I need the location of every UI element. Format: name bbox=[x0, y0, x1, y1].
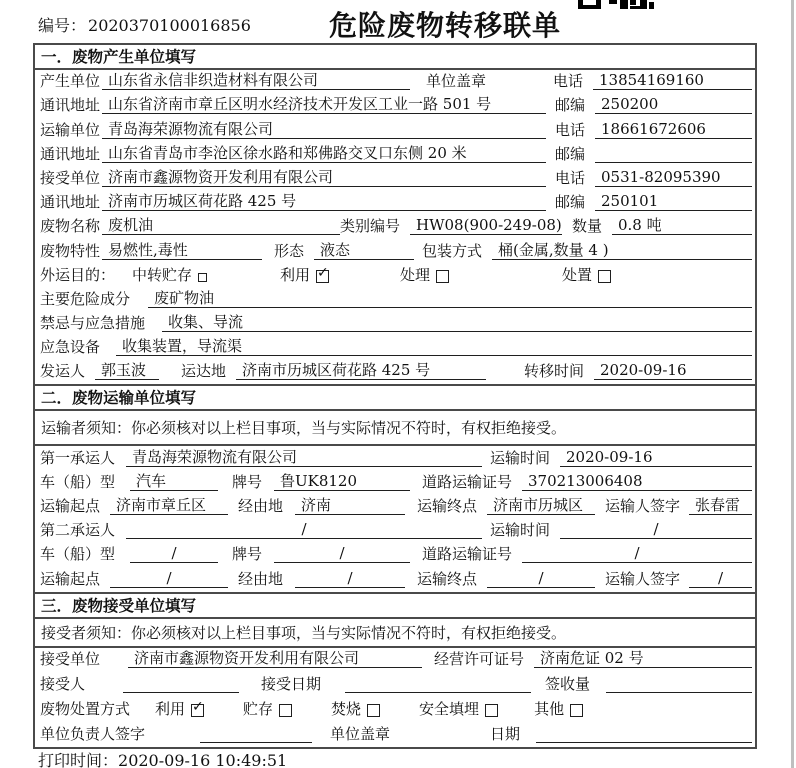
form-label: 通讯地址 bbox=[40, 193, 101, 212]
form-label: 接受人 bbox=[40, 675, 86, 694]
transfer-date-field: 2020-09-16 bbox=[594, 361, 752, 380]
transporter-signature-1-field: 张春雷 bbox=[689, 496, 752, 515]
form-label: 废物名称 bbox=[40, 217, 101, 236]
doc-number bbox=[38, 13, 251, 36]
waste-quantity-field: 0.8 吨 bbox=[612, 216, 752, 235]
form-row bbox=[35, 118, 755, 142]
form-row bbox=[35, 722, 755, 747]
form-row bbox=[35, 239, 755, 263]
form-label: 车（船）型 bbox=[40, 545, 116, 564]
contraindication-measures-field: 收集、导流 bbox=[162, 313, 752, 332]
form-label: 接受日期 bbox=[261, 675, 322, 694]
disposal-utilize-checkbox bbox=[155, 701, 204, 718]
form-row bbox=[35, 312, 755, 336]
form-label: 主要危险成分 bbox=[40, 289, 131, 308]
receiver-address-field: 济南市历城区荷花路 425 号 bbox=[102, 192, 546, 211]
emergency-equipment-field: 收集装置，导流渠 bbox=[116, 337, 752, 356]
waste-category-code-field: HW08(900-249-08) bbox=[410, 216, 562, 235]
business-license-no-field: 济南危证 02 号 bbox=[534, 649, 752, 668]
form-label: 邮编 bbox=[555, 193, 586, 212]
empty-box-icon bbox=[598, 270, 611, 283]
second-carrier-field: / bbox=[126, 520, 482, 539]
form-label: 运输人签字 bbox=[605, 569, 681, 588]
form-label: 日期 bbox=[490, 724, 521, 743]
form-label: 转移时间 bbox=[524, 362, 585, 381]
seal-date-field bbox=[536, 724, 752, 743]
form-label: 邮编 bbox=[555, 96, 586, 115]
form-label: 外运目的： bbox=[40, 265, 116, 284]
form-row bbox=[35, 519, 755, 543]
notice-text: 运输者须知：你必须核对以上栏目事项，当与实际情况不符时，有权拒绝接受。 bbox=[41, 419, 567, 438]
empty-box-icon bbox=[367, 704, 380, 717]
unit-seal-label-2: 单位盖章 bbox=[330, 724, 391, 743]
via-place-2-field: / bbox=[295, 569, 405, 588]
vehicle-type-2-field: / bbox=[130, 544, 218, 563]
form-label: 通讯地址 bbox=[40, 96, 101, 115]
transporter-postcode-field bbox=[595, 144, 752, 163]
form-row bbox=[35, 446, 755, 470]
disposal-landfill-checkbox bbox=[419, 701, 498, 718]
section-notice-transporter bbox=[35, 411, 755, 446]
form-label: 应急设备 bbox=[40, 338, 101, 357]
form-label: 道路运输证号 bbox=[422, 545, 513, 564]
responsible-person-signature-field bbox=[200, 724, 312, 743]
plate-number-2-field: / bbox=[274, 544, 410, 563]
transporter-signature-2-field: / bbox=[689, 569, 752, 588]
producer-address-field: 山东省济南市章丘区明水经济技术开发区工业一路 501 号 bbox=[102, 95, 546, 114]
print-time bbox=[38, 748, 287, 768]
purpose-transfer-storage-checkbox bbox=[132, 267, 207, 284]
form-label: 牌号 bbox=[232, 472, 263, 491]
form-label: 通讯地址 bbox=[40, 144, 101, 163]
transport-end-1-field: 济南市历城区 bbox=[487, 496, 595, 515]
form-row bbox=[35, 543, 755, 567]
waste-form-field: 液态 bbox=[314, 241, 414, 260]
section-producer bbox=[35, 45, 755, 384]
checked-box-icon bbox=[316, 270, 329, 283]
accepting-unit-field: 济南市鑫源物资开发利用有限公司 bbox=[128, 649, 422, 668]
main-hazard-component-field: 废矿物油 bbox=[148, 289, 752, 308]
disposal-utilize-label: 利用 bbox=[155, 699, 186, 718]
transport-date-2-field: / bbox=[560, 520, 752, 539]
form-label: 道路运输证号 bbox=[422, 472, 513, 491]
form-label: 包装方式 bbox=[422, 241, 483, 260]
transport-date-1-field: 2020-09-16 bbox=[560, 448, 752, 467]
form-label: 禁忌与应急措施 bbox=[40, 314, 146, 333]
form-row bbox=[35, 143, 755, 167]
form-row bbox=[35, 167, 755, 191]
producer-phone-field: 13854169160 bbox=[593, 71, 752, 90]
form-label: 废物处置方式 bbox=[40, 699, 131, 718]
form-row bbox=[35, 70, 755, 94]
transport-origin-1-field: 济南市章丘区 bbox=[110, 496, 228, 515]
plate-number-1-field: 鲁UK8120 bbox=[274, 472, 410, 491]
purpose-treat-checkbox bbox=[400, 267, 449, 284]
form-label: 牌号 bbox=[232, 545, 263, 564]
form-label: 运输单位 bbox=[40, 120, 101, 139]
packaging-method-field: 桶(金属,数量 4 ) bbox=[492, 241, 752, 260]
form-label: 运输终点 bbox=[417, 497, 478, 515]
form-label: 数量 bbox=[572, 217, 603, 236]
empty-box-icon bbox=[436, 270, 449, 283]
section-receiver bbox=[35, 592, 755, 747]
form-label: 接受单位 bbox=[40, 650, 101, 669]
form-row bbox=[35, 94, 755, 118]
acceptor-name-field bbox=[123, 674, 239, 693]
waste-name-field: 废机油 bbox=[102, 216, 340, 235]
empty-box-icon bbox=[485, 704, 498, 717]
purpose-transfer-storage-label: 中转贮存 bbox=[132, 265, 193, 284]
receiver-postcode-field: 250101 bbox=[595, 192, 752, 211]
form-label: 接受单位 bbox=[40, 168, 101, 187]
doc-number-value: 2020370100016856 bbox=[88, 16, 251, 35]
form-label: 经营许可证号 bbox=[434, 650, 525, 669]
form-label: 运输时间 bbox=[490, 521, 551, 540]
doc-number-label: 编号： bbox=[38, 16, 87, 35]
producer-postcode-field: 250200 bbox=[595, 95, 752, 114]
form-label: 运输起点 bbox=[40, 569, 101, 588]
purpose-utilize-label: 利用 bbox=[280, 265, 311, 284]
manifest-form bbox=[33, 43, 757, 749]
form-label: 类别编号 bbox=[340, 217, 401, 236]
road-transport-cert-1-field: 370213006408 bbox=[522, 472, 752, 491]
form-row bbox=[35, 495, 755, 519]
form-label: 电话 bbox=[553, 72, 584, 91]
print-time-value: 2020-09-16 10:49:51 bbox=[118, 751, 288, 768]
form-label: 发运人 bbox=[40, 362, 86, 381]
form-label: 运输起点 bbox=[40, 497, 101, 515]
disposal-other-checkbox bbox=[534, 701, 583, 718]
disposal-incinerate-label: 焚烧 bbox=[331, 699, 362, 718]
form-row bbox=[35, 672, 755, 697]
form-row bbox=[35, 360, 755, 384]
form-label: 经由地 bbox=[238, 569, 284, 588]
form-row bbox=[35, 288, 755, 312]
disposal-store-label: 贮存 bbox=[243, 699, 274, 718]
via-place-1-field: 济南 bbox=[295, 496, 405, 515]
form-label: 运达地 bbox=[181, 362, 227, 381]
form-row bbox=[35, 567, 755, 591]
accept-date-field bbox=[345, 674, 531, 693]
unit-seal-label: 单位盖章 bbox=[426, 72, 487, 91]
disposal-landfill-label: 安全填埋 bbox=[419, 699, 480, 718]
transporter-phone-field: 18661672606 bbox=[595, 120, 752, 139]
transporter-unit-field: 青岛海荣源物流有限公司 bbox=[102, 120, 546, 139]
form-label: 签收量 bbox=[545, 675, 591, 694]
receiver-unit-field: 济南市鑫源物资开发利用有限公司 bbox=[102, 168, 546, 187]
disposal-incinerate-checkbox bbox=[331, 701, 380, 718]
section-title-producer: 一．废物产生单位填写 bbox=[35, 45, 755, 70]
page-title: 危险废物转移联单 bbox=[328, 9, 562, 42]
checked-box-icon bbox=[191, 704, 204, 717]
empty-box-icon bbox=[198, 273, 207, 282]
purpose-dispose-checkbox bbox=[562, 267, 611, 284]
form-label: 运输时间 bbox=[490, 448, 551, 467]
shipper-name-field: 郭玉波 bbox=[95, 361, 159, 380]
form-row bbox=[35, 648, 755, 673]
form-row bbox=[35, 215, 755, 239]
form-label: 运输人签字 bbox=[605, 497, 681, 515]
receiver-phone-field: 0531-82095390 bbox=[595, 168, 752, 187]
disposal-other-label: 其他 bbox=[534, 699, 565, 718]
section-title-receiver: 三．废物接受单位填写 bbox=[35, 594, 755, 619]
page-edge-line bbox=[791, 0, 794, 768]
purpose-dispose-label: 处置 bbox=[562, 265, 593, 284]
form-label: 形态 bbox=[274, 241, 305, 260]
section-title-transporter: 二．废物运输单位填写 bbox=[35, 386, 755, 411]
form-label: 废物特性 bbox=[40, 241, 101, 260]
empty-box-icon bbox=[279, 704, 292, 717]
form-row bbox=[35, 471, 755, 495]
qr-code-fragment bbox=[578, 0, 654, 9]
vehicle-type-1-field: 汽车 bbox=[130, 472, 218, 491]
form-row bbox=[35, 697, 755, 722]
print-time-label: 打印时间： bbox=[38, 751, 119, 768]
waste-characteristics-field: 易燃性,毒性 bbox=[102, 241, 262, 260]
empty-box-icon bbox=[570, 704, 583, 717]
form-label: 车（船）型 bbox=[40, 472, 116, 491]
form-label: 第一承运人 bbox=[40, 448, 116, 467]
destination-field: 济南市历城区荷花路 425 号 bbox=[236, 361, 486, 380]
form-label: 第二承运人 bbox=[40, 521, 116, 540]
notice-text: 接受者须知：你必须核对以上栏目事项，当与实际情况不符时，有权拒绝接受。 bbox=[41, 623, 567, 642]
form-label: 经由地 bbox=[238, 497, 284, 515]
disposal-store-checkbox bbox=[243, 701, 292, 718]
form-label: 单位负责人签字 bbox=[40, 724, 146, 743]
transport-origin-2-field: / bbox=[110, 569, 228, 588]
signed-quantity-field bbox=[606, 674, 752, 693]
first-carrier-field: 青岛海荣源物流有限公司 bbox=[126, 448, 482, 467]
purpose-treat-label: 处理 bbox=[400, 265, 431, 284]
form-label: 电话 bbox=[555, 168, 586, 187]
section-notice-receiver bbox=[35, 619, 755, 648]
form-row bbox=[35, 264, 755, 288]
section-transporter bbox=[35, 384, 755, 591]
form-label: 邮编 bbox=[555, 144, 586, 163]
road-transport-cert-2-field: / bbox=[522, 544, 752, 563]
form-row bbox=[35, 191, 755, 215]
transport-end-2-field: / bbox=[487, 569, 595, 588]
form-row bbox=[35, 336, 755, 360]
form-label: 电话 bbox=[555, 120, 586, 139]
producer-unit-field: 山东省永信非织造材料有限公司 bbox=[102, 71, 410, 90]
purpose-utilize-checkbox bbox=[280, 267, 329, 284]
transporter-address-field: 山东省青岛市李沧区徐水路和郑佛路交叉口东侧 20 米 bbox=[102, 144, 546, 163]
form-label: 产生单位 bbox=[40, 72, 101, 91]
form-label: 运输终点 bbox=[417, 569, 478, 588]
